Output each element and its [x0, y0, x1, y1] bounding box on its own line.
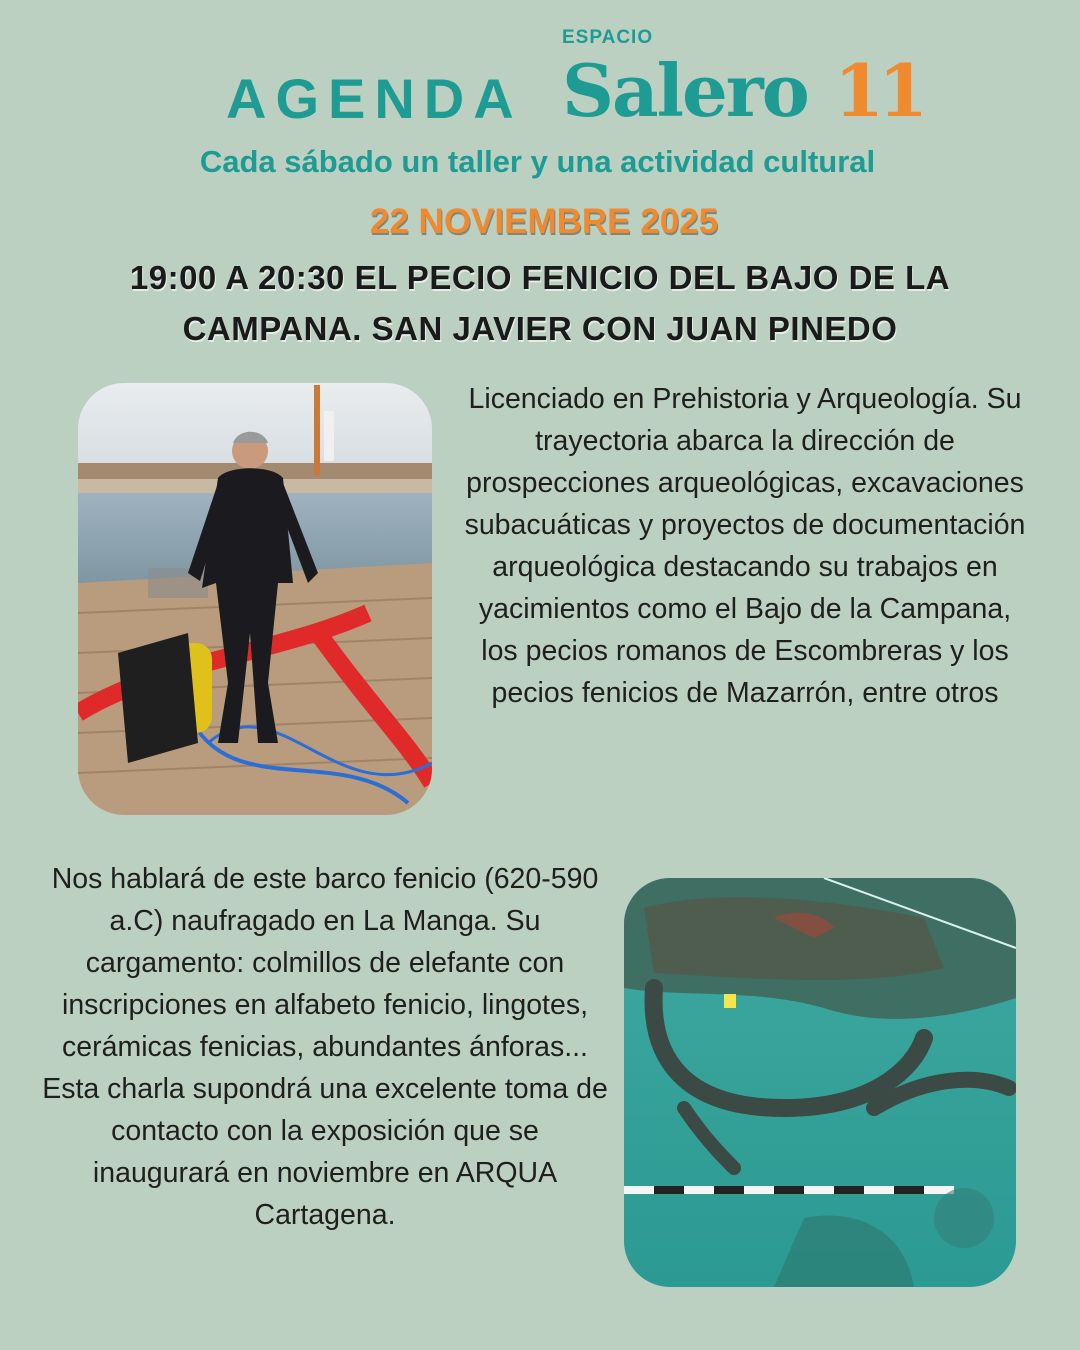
brand-number-logo: 11 [834, 48, 923, 133]
tagline: Cada sábado un taller y una actividad cultural [199, 144, 876, 179]
brand-name-logo: Salero [562, 48, 808, 133]
brand-espacio-label: ESPACIO [562, 27, 654, 48]
talk-description: Nos hablará de este barco fenicio (620-590 a.C) naufragado en La Manga. Su cargamento: colmillos de elefante con inscripciones en alfabeto fenicio, lingotes, cerámicas fenicias, abundantes ánforas... Esta charla supondrá una excelente toma de contacto con la exposición que se inaugurará en noviembre en ARQUA Cartagena. [42, 863, 608, 1231]
event-date: 22 NOVIEMBRE 2025 [369, 202, 719, 241]
agenda-wordmark: AGENDA [226, 67, 523, 130]
shipwreck-photo [624, 878, 1016, 1287]
diver-photo [78, 383, 432, 815]
header [0, 0, 1080, 200]
event-title: 19:00 A 20:30 EL PECIO FENICIO DEL BAJO DE LA CAMPANA. SAN JAVIER CON JUAN PINEDO [129, 259, 951, 347]
speaker-bio: Licenciado en Prehistoria y Arqueología. Su trayectoria abarca la dirección de prospecciones arqueológicas, excavaciones subacuáticas y proyectos de documentación arqueológica destacando su trabajos en yacimientos como el Bajo de la Campana, los pecios romanos de Escombreras y los pecios fenicios de Mazarrón, entre otros [464, 383, 1026, 709]
